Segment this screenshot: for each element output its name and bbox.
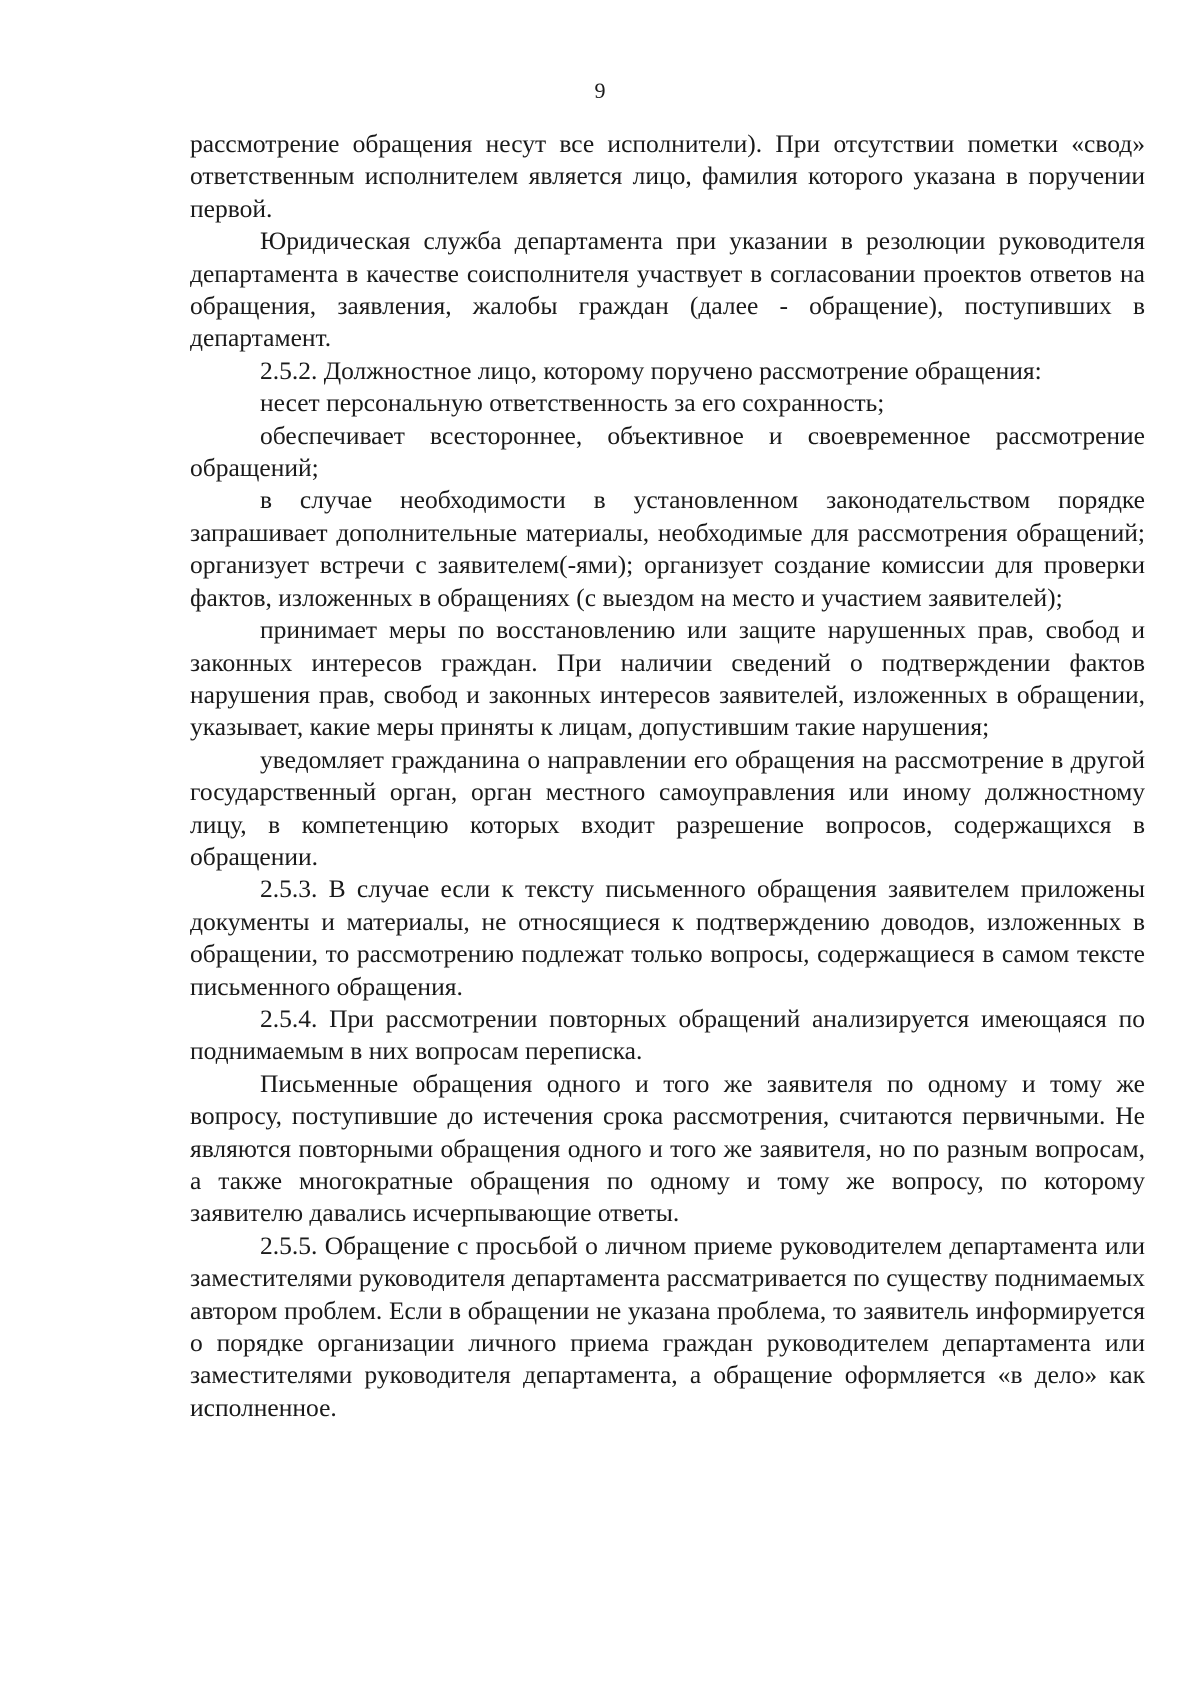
paragraph-materials: в случае необходимости в установленном законодательством порядке запрашивает дополнительные материалы, необходимые для рассмотрения обращений; организует встречи с заявителем(-ями); организует создание комиссии для проверки фактов, изложенных в обращениях (с выездом на место и участием заявителей); xyxy=(190,485,1145,612)
page-number: 9 xyxy=(594,78,606,103)
paragraph-notification: уведомляет гражданина о направлении его обращения на рассмотрение в другой государственный орган, орган местного самоуправления или иному должностному лицу, в компетенцию которых входит разрешение вопросов, содержащихся в обращении. xyxy=(190,744,1145,871)
document-body xyxy=(190,128,1145,1424)
paragraph-2-5-4: 2.5.4. При рассмотрении повторных обращений анализируется имеющаяся по поднимаемым в них вопросам переписка. xyxy=(190,1003,1145,1066)
paragraph-responsibility: несет персональную ответственность за его сохранность; xyxy=(260,388,885,418)
paragraph-continuation: рассмотрение обращения несут все исполнители). При отсутствии пометки «свод» ответственным исполнителем является лицо, фамилия которого указана в поручении первой. xyxy=(190,129,1145,223)
paragraph-repeated-appeals: Письменные обращения одного и того же заявителя по одному и тому же вопросу, поступившие до истечения срока рассмотрения, считаются первичными. Не являются повторными обращения одного и того же заявителя, но по разным вопросам, а также многократные обращения по одному и тому же вопросу, по которому заявителю давались исчерпывающие ответы. xyxy=(190,1068,1145,1228)
paragraph-2-5-5: 2.5.5. Обращение с просьбой о личном приеме руководителем департамента или заместителями руководителя департамента рассматривается по существу поднимаемых автором проблем. Если в обращении не указана проблема, то заявитель информируется о порядке организации личного приема граждан руководителем департамента или заместителями руководителя департамента, а обращение оформляется «в дело» как исполненное. xyxy=(190,1230,1145,1422)
paragraph-legal-service: Юридическая служба департамента при указании в резолюции руководителя департамента в качестве соисполнителя участвует в согласовании проектов ответов на обращения, заявления, жалобы граждан (далее - обращение), поступивших в департамент. xyxy=(190,226,1145,353)
paragraph-review: обеспечивает всестороннее, объективное и своевременное рассмотрение обращений; xyxy=(190,420,1145,483)
paragraph-rights: принимает меры по восстановлению или защите нарушенных прав, свобод и законных интересов граждан. При наличии сведений о подтверждении фактов нарушения прав, свобод и законных интересов заявителей, изложенных в обращении, указывает, какие меры приняты к лицам, допустившим такие нарушения; xyxy=(190,615,1145,742)
paragraph-2-5-3: 2.5.3. В случае если к тексту письменного обращения заявителем приложены документы и материалы, не относящиеся к подтверждению доводов, изложенных в обращении, то рассмотрению подлежат только вопросы, содержащиеся в самом тексте письменного обращения. xyxy=(190,874,1145,1001)
paragraph-2-5-2: 2.5.2. Должностное лицо, которому поручено рассмотрение обращения: xyxy=(260,355,1042,385)
